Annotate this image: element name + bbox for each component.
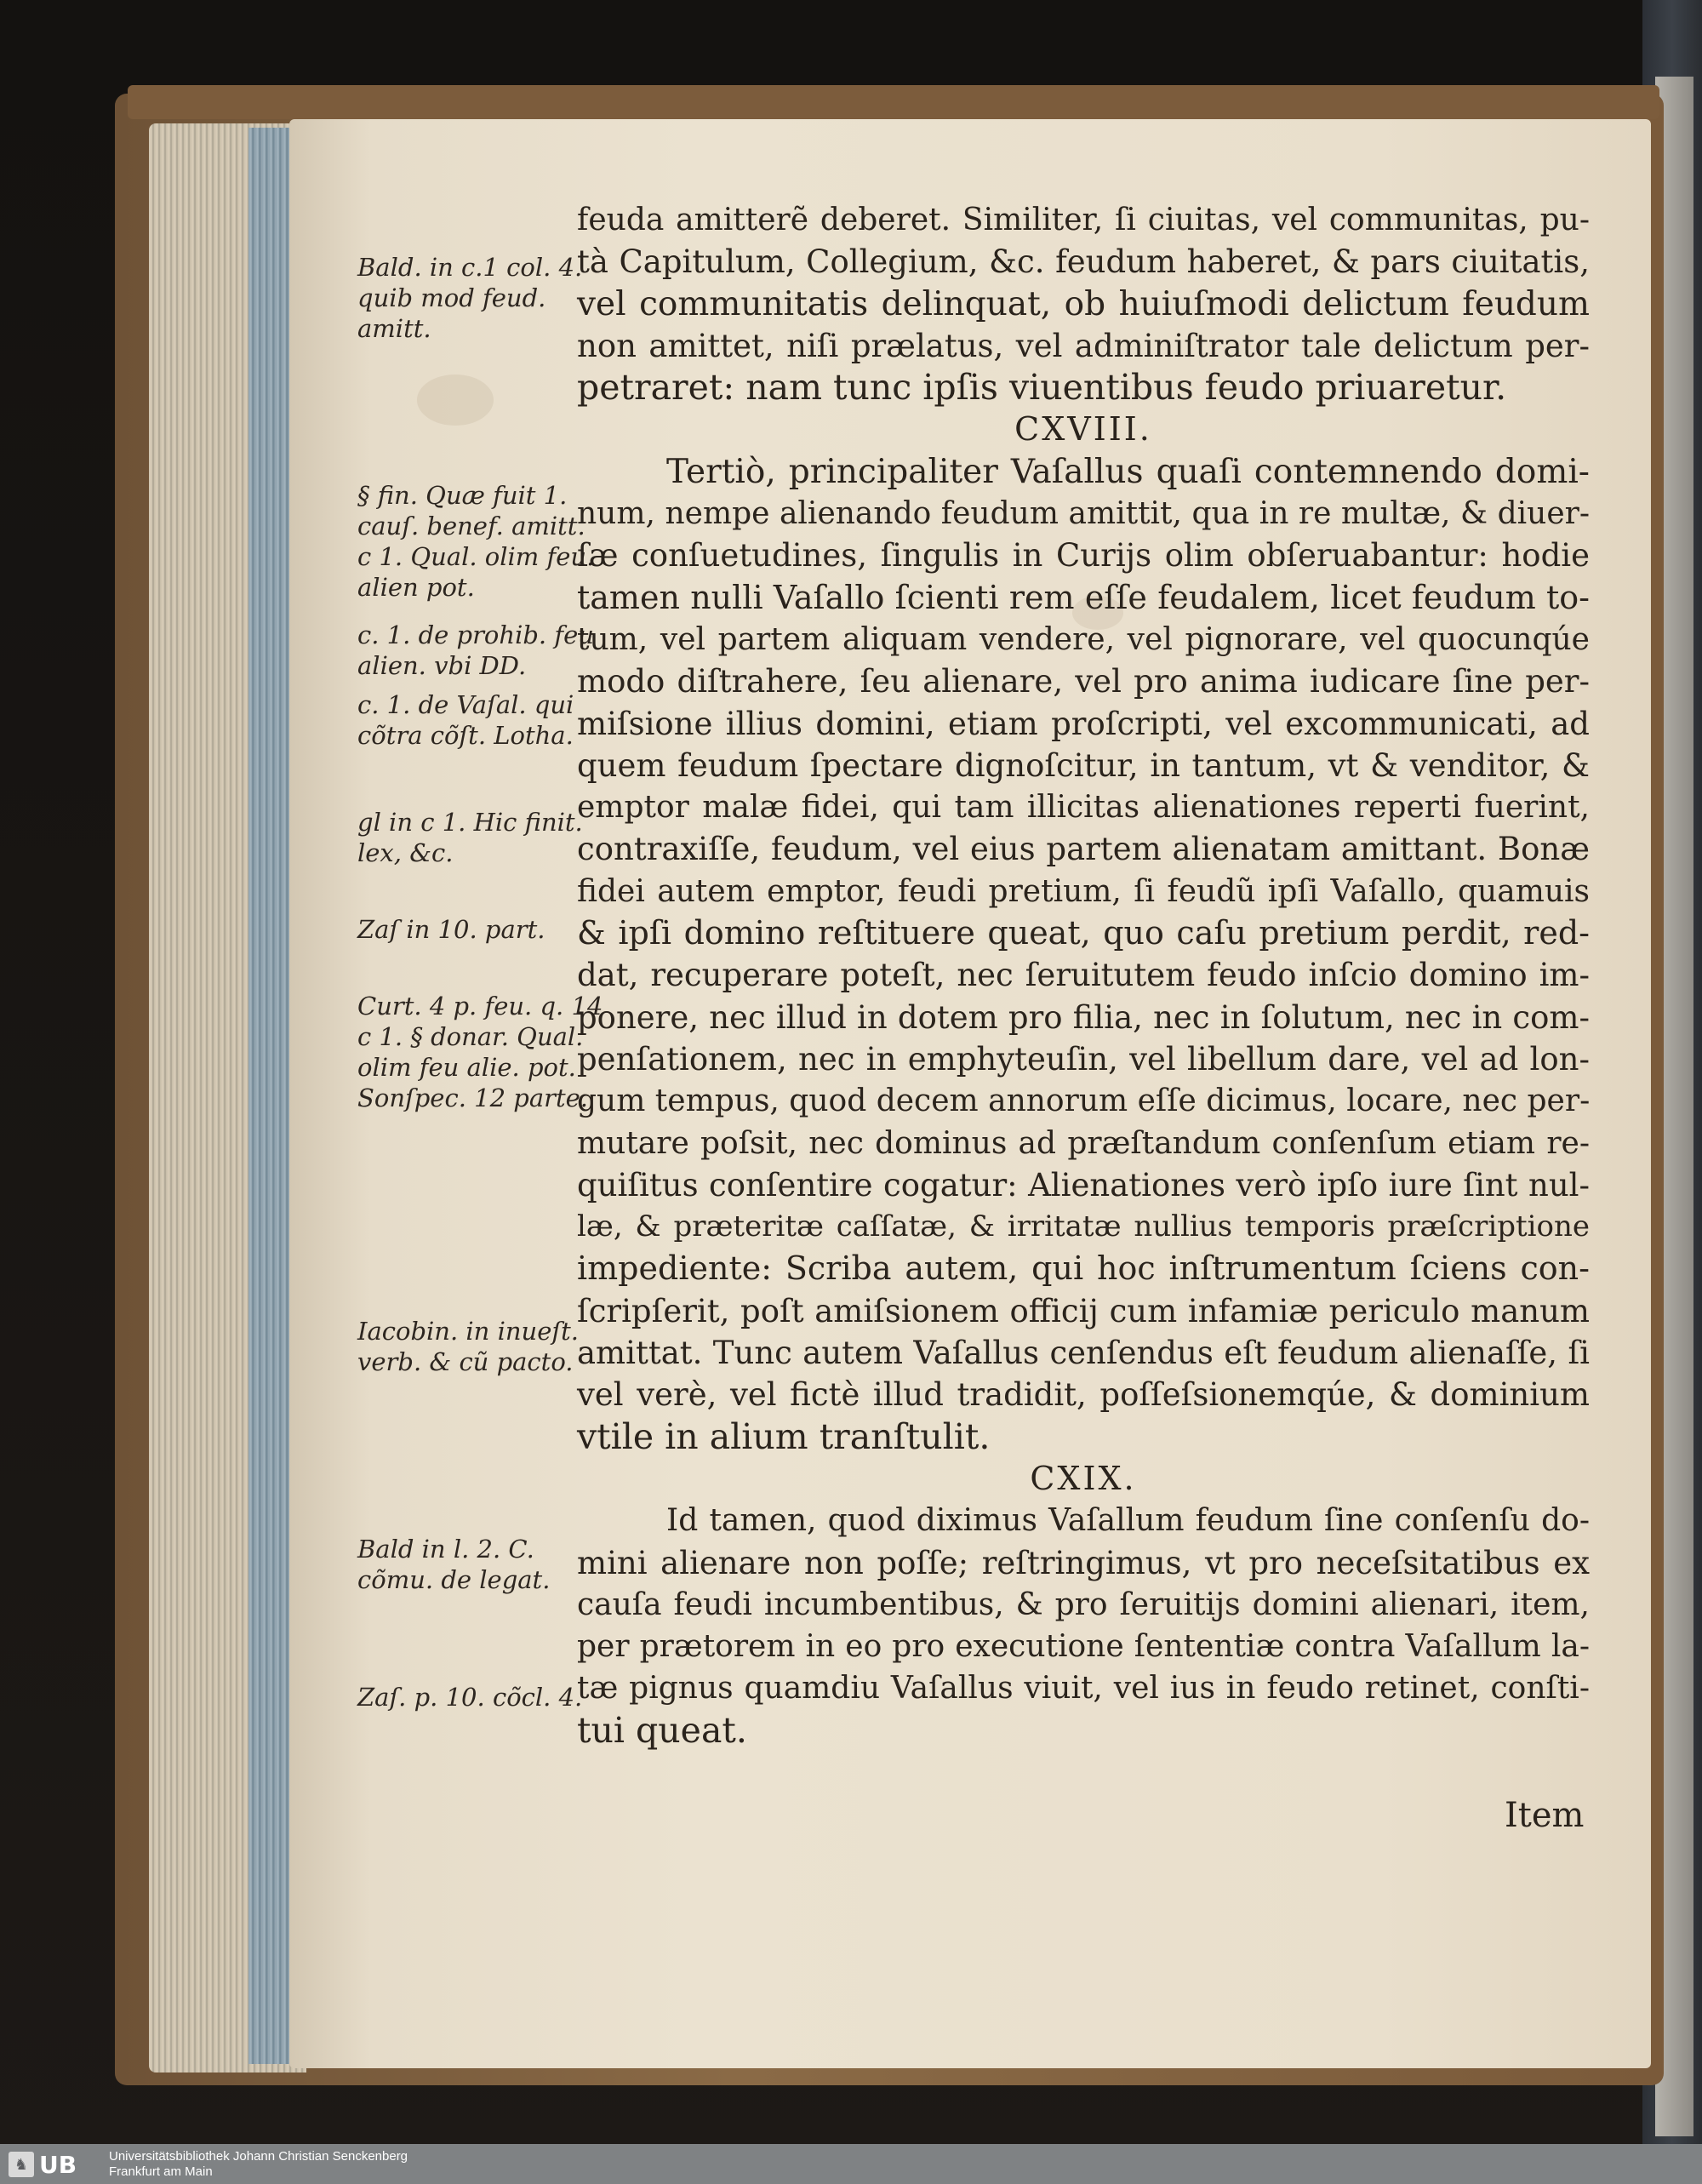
text-line: Id tamen, quod diximus Vaſallum feudum ſine conſenſu do-	[666, 1503, 1590, 1539]
margin-note-6	[357, 914, 580, 945]
text-line: amittat. Tunc autem Vaſallus cenſendus eſt feudum alienaſſe, ſi	[577, 1335, 1590, 1372]
text-line: ponere, nec illud in dotem pro filia, nec in ſolutum, nec in com-	[577, 998, 1590, 1036]
library-seal-icon: ♞	[9, 2152, 34, 2177]
margin-note-line: gl in c 1. Hic finit.	[357, 808, 583, 837]
text-line: mutare poſsit, nec dominus ad præſtandum conſenſum etiam re-	[577, 1125, 1590, 1161]
paragraph-2	[577, 451, 1598, 1458]
margin-note-8	[357, 1316, 580, 1377]
text-line: tæ pignus quamdiu Vaſallus viuit, vel ius in feudo retinet, conſti-	[577, 1671, 1590, 1707]
text-line: petraret: nam tunc ipſis viuentibus feudo priuaretur.	[577, 367, 1507, 409]
margin-note-line: Iacobin. in inueſt.	[357, 1317, 579, 1346]
text-line: fidei autem emptor, feudi pretium, ſi feudũ ipſi Vaſallo, quamuis	[577, 873, 1590, 909]
text-line: num, nempe alienando feudum amittit, qua in re multæ, & diuer-	[577, 496, 1590, 532]
margin-note-line: verb. & cũ pacto.	[357, 1347, 574, 1376]
margin-note-line: cõtra cõſt. Lotha.	[357, 721, 574, 750]
text-line: non amittet, niſi prælatus, vel adminiſtrator tale delictum per-	[577, 327, 1590, 364]
margin-note-line: c. 1. de Vaſal. qui	[357, 690, 574, 719]
text-line: læ, & præteritæ caſſatæ, & irritatæ nullius temporis præſcriptione	[577, 1209, 1590, 1244]
text-line: tum, vel partem aliquam vendere, vel pignorare, vel quocunqúe	[577, 621, 1590, 657]
margin-note-line: c 1. § donar. Qual.	[357, 1022, 584, 1051]
margin-note-line: alien pot.	[357, 573, 475, 602]
text-line: tà Capitulum, Collegium, &c. feudum haberet, & pars ciuitatis,	[577, 243, 1590, 281]
text-line: & ipſi domino reſtituere queat, quo caſu pretium perdit, red-	[577, 914, 1590, 952]
library-name: Universitätsbibliothek Johann Christian Senckenberg	[109, 2149, 408, 2164]
library-logo-text: UB	[39, 2150, 77, 2179]
library-credit	[109, 2149, 408, 2180]
catchword: Item	[1505, 1796, 1585, 1835]
text-line: penſationem, nec in emphyteuſin, vel libellum dare, vel ad lon-	[577, 1040, 1590, 1078]
margin-note-line: Bald in l. 2. C.	[357, 1535, 534, 1564]
text-line: tui queat.	[577, 1709, 747, 1751]
margin-note-line: alien. vbi DD.	[357, 651, 527, 680]
text-line: vtile in alium tranſtulit.	[577, 1415, 991, 1457]
text-line: gum tempus, quod decem annorum eſſe dicimus, locare, nec per-	[577, 1083, 1591, 1119]
text-line: quem feudum ſpectare dignoſcitur, in tantum, vt & venditor, &	[577, 746, 1590, 784]
text-line: vel verè, vel fictè illud tradidit, poſſeſsionemqúe, & dominium	[577, 1376, 1590, 1414]
book-cover-top	[128, 85, 1659, 119]
page-edges-tinted	[248, 128, 295, 2064]
margin-note-line: Bald. in c.1 col. 4.	[357, 253, 583, 282]
margin-note-5	[357, 807, 583, 868]
text-line: impediente: Scriba autem, qui hoc inſtrumentum ſciens con-	[577, 1249, 1590, 1288]
text-line: emptor malæ fidei, qui tam illicitas alienationes reperti fuerint,	[577, 790, 1590, 826]
margin-note-line: Curt. 4 p. feu. q. 14	[357, 992, 603, 1021]
margin-note-line: amitt.	[357, 314, 431, 343]
section-heading: CXVIII.	[1014, 410, 1152, 449]
margin-note-line: cauſ. benef. amitt.	[357, 512, 585, 540]
margin-note-line: quib mod feud.	[357, 283, 546, 312]
paragraph-3	[577, 1500, 1598, 1752]
margin-note-9	[357, 1534, 580, 1595]
text-line: mini alienare non poſſe; reſtringimus, vt pro neceſsitatibus ex	[577, 1544, 1590, 1581]
margin-note-3	[357, 620, 594, 681]
margin-note-line: c 1. Qual. olim feu.	[357, 542, 595, 571]
text-line: modo diſtrahere, ſeu alienare, vel pro anima iudicare ſine per-	[577, 663, 1590, 700]
text-line: ſcripſerit, poſt amiſsionem officij cum infamiæ periculo manum	[577, 1292, 1590, 1329]
margin-note-7	[357, 991, 603, 1113]
margin-note-line: Zaſ. p. 10. cõcl. 4.	[357, 1683, 583, 1712]
text-line: contraxiſſe, feudum, vel eius partem alienatam amittant. Bonæ	[577, 831, 1590, 868]
text-line: quiſitus conſentire cogatur: Alienationes verò ipſo iure ſint nul-	[577, 1166, 1590, 1203]
text-line: feuda amitterẽ deberet. Similiter, ſi ciuitas, vel communitas, pu-	[577, 203, 1590, 237]
text-line: cauſa feudi incumbentibus, & pro ſeruitijs domini alienari, item,	[577, 1587, 1590, 1622]
text-line: dat, recuperare poteſt, nec ſeruitutem feudo inſcio domino im-	[577, 957, 1590, 994]
margin-note-1	[357, 252, 583, 344]
margin-note-10	[357, 1682, 583, 1712]
text-line: per prætorem in eo pro executione ſententiæ contra Vaſallum la-	[577, 1629, 1590, 1665]
margin-note-4	[357, 689, 580, 751]
margin-note-line: Zaſ in 10. part.	[357, 915, 545, 944]
paragraph-1	[577, 199, 1598, 409]
section-heading: CXIX.	[1030, 1459, 1137, 1497]
text-line: tamen nulli Vaſallo ſcienti rem eſſe feudalem, licet feudum to-	[577, 578, 1590, 616]
text-line: miſsione illius domini, etiam proſcripti, vel excommunicati, ad	[577, 705, 1590, 742]
margin-note-line: Sonſpec. 12 parte.	[357, 1083, 589, 1112]
text-line: Tertiò, principaliter Vaſallus quaſi contemnendo domi-	[666, 452, 1590, 491]
margin-note-line: c. 1. de prohib. feu	[357, 620, 594, 649]
library-city: Frankfurt am Main	[109, 2164, 213, 2179]
text-line: vel communitatis delinquat, ob huiuſmodi delictum feudum	[577, 284, 1590, 323]
library-logo[interactable]	[9, 2147, 90, 2181]
paper-stain	[417, 374, 494, 426]
margin-note-line: § fin. Quæ fuit 1.	[357, 481, 568, 510]
main-text	[577, 199, 1598, 1752]
margin-note-line: lex, &c.	[357, 838, 454, 867]
margin-note-line: olim feu alie. pot.	[357, 1053, 576, 1082]
margin-note-line: cõmu. de legat.	[357, 1565, 551, 1594]
margin-note-2	[357, 480, 595, 603]
text-line: ſæ conſuetudines, ſingulis in Curijs olim obſeruabantur: hodie	[577, 537, 1590, 575]
